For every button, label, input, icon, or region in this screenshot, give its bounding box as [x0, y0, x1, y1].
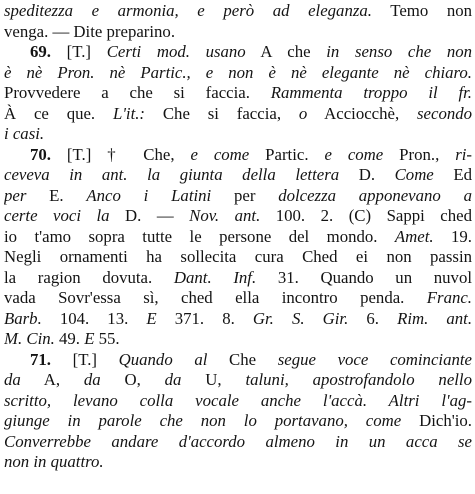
text-run: i casi.	[4, 124, 45, 143]
text-run: da	[4, 370, 21, 389]
text-run: [T.] † Che,	[50, 144, 191, 164]
text-run: Acciocchè,	[307, 103, 418, 123]
text-run: Barb.	[4, 308, 42, 328]
text-run: E	[84, 329, 95, 348]
text-run: [T.]	[50, 42, 107, 61]
text-run: Amet.	[394, 226, 434, 246]
text-run: Che	[207, 349, 278, 369]
text-run: Negli ornamenti ha sollecita cura Ched ei non passin	[4, 247, 472, 266]
text-run: A,	[20, 370, 84, 389]
text-run: io t'amo sopra tutte le persone del mondo.	[4, 226, 395, 246]
text-run: D. —	[109, 206, 190, 225]
text-run: E.	[26, 185, 87, 205]
text-run: secondo	[417, 103, 472, 123]
text-run: 55.	[94, 329, 120, 348]
text-run: M. Cin.	[4, 329, 55, 348]
text-run: E	[146, 308, 157, 328]
text-run: Partic.	[249, 144, 325, 164]
text-run: 31. Quando un nuvol	[256, 267, 472, 287]
text-run: Quando al	[118, 349, 208, 369]
text-run: Converrebbe andare d'accordo almeno in un acca se	[4, 431, 472, 451]
text-run: Dant. Inf.	[173, 267, 257, 287]
text-run: non in quattro.	[4, 452, 104, 471]
text-run: ri-	[455, 144, 472, 164]
text-run: segue voce cominciante	[277, 349, 472, 369]
text-run: Rammenta troppo il fr.	[270, 83, 472, 102]
text-run: da	[164, 370, 182, 389]
text-run: L'it.:	[112, 103, 146, 123]
text-run: U,	[181, 370, 246, 389]
text-run: scritto, levano colla vocale anche l'accà. Altri l'ag-	[4, 390, 472, 410]
text-run: ceveva in ant. la giunta della lettera	[4, 165, 340, 184]
section-number: 71.	[30, 349, 51, 369]
text-run: da	[83, 370, 101, 389]
text-run: la ragion dovuta.	[4, 267, 174, 287]
text-run: O,	[100, 370, 165, 389]
text-run: vada Sovr'essa sì, ched ella incontro penda.	[4, 288, 427, 307]
text-run: 19.	[433, 226, 472, 246]
text-run: per	[211, 185, 279, 205]
text-run: Anco i Latini	[86, 185, 212, 205]
text-run: Rim. ant.	[397, 308, 472, 328]
text-run: A che	[245, 42, 327, 61]
text-run: per	[4, 185, 27, 205]
text-run: Franc.	[426, 288, 472, 307]
text-run: e come	[324, 144, 384, 164]
text-run: è nè Pron. nè Partic., e non è nè elegante nè chiaro.	[4, 62, 472, 82]
paragraph-continuation	[4, 1, 472, 42]
text-run: Temo non	[371, 1, 472, 20]
text-run: venga. — Dite preparino.	[4, 21, 176, 41]
text-run: Come	[394, 165, 434, 184]
text-run: in senso che non	[326, 42, 472, 61]
text-run: dolcezza apponevano a	[278, 185, 472, 205]
text-run: Pron.,	[383, 144, 456, 164]
section-number: 69.	[30, 42, 51, 61]
text-run: Provvedere a che si faccia.	[4, 83, 271, 102]
text-run: Nov. ant.	[189, 206, 261, 225]
text-run: certe voci la	[4, 206, 110, 225]
section-number: 70.	[30, 144, 51, 164]
text-run: speditezza e armonia, e però ad eleganza.	[4, 1, 372, 20]
paragraph-70	[4, 145, 472, 350]
text-run: 104. 13.	[41, 308, 147, 328]
text-run: Che si faccia,	[145, 103, 299, 123]
text-run: e come	[190, 144, 250, 164]
text-run: o	[298, 103, 308, 123]
text-run: D.	[339, 165, 395, 184]
paragraph-71	[4, 350, 472, 473]
text-run: 49.	[54, 329, 85, 348]
text-run: Certi mod. usano	[106, 42, 246, 61]
text-run: taluni, apostrofandolo nello	[245, 370, 472, 389]
text-run: Ed	[433, 165, 472, 184]
text-run: [T.]	[50, 349, 119, 369]
text-run: Gr. S. Gir.	[252, 308, 349, 328]
text-run: 6.	[348, 308, 398, 328]
text-run: 371. 8.	[156, 308, 253, 328]
text-run: giunge in parole che non lo portavano, come	[4, 411, 402, 430]
text-run: Dich'io.	[401, 411, 472, 430]
text-run: À ce que.	[4, 103, 113, 123]
text-run: 100. 2. (C) Sappi ched	[260, 206, 472, 225]
paragraph-69	[4, 42, 472, 145]
